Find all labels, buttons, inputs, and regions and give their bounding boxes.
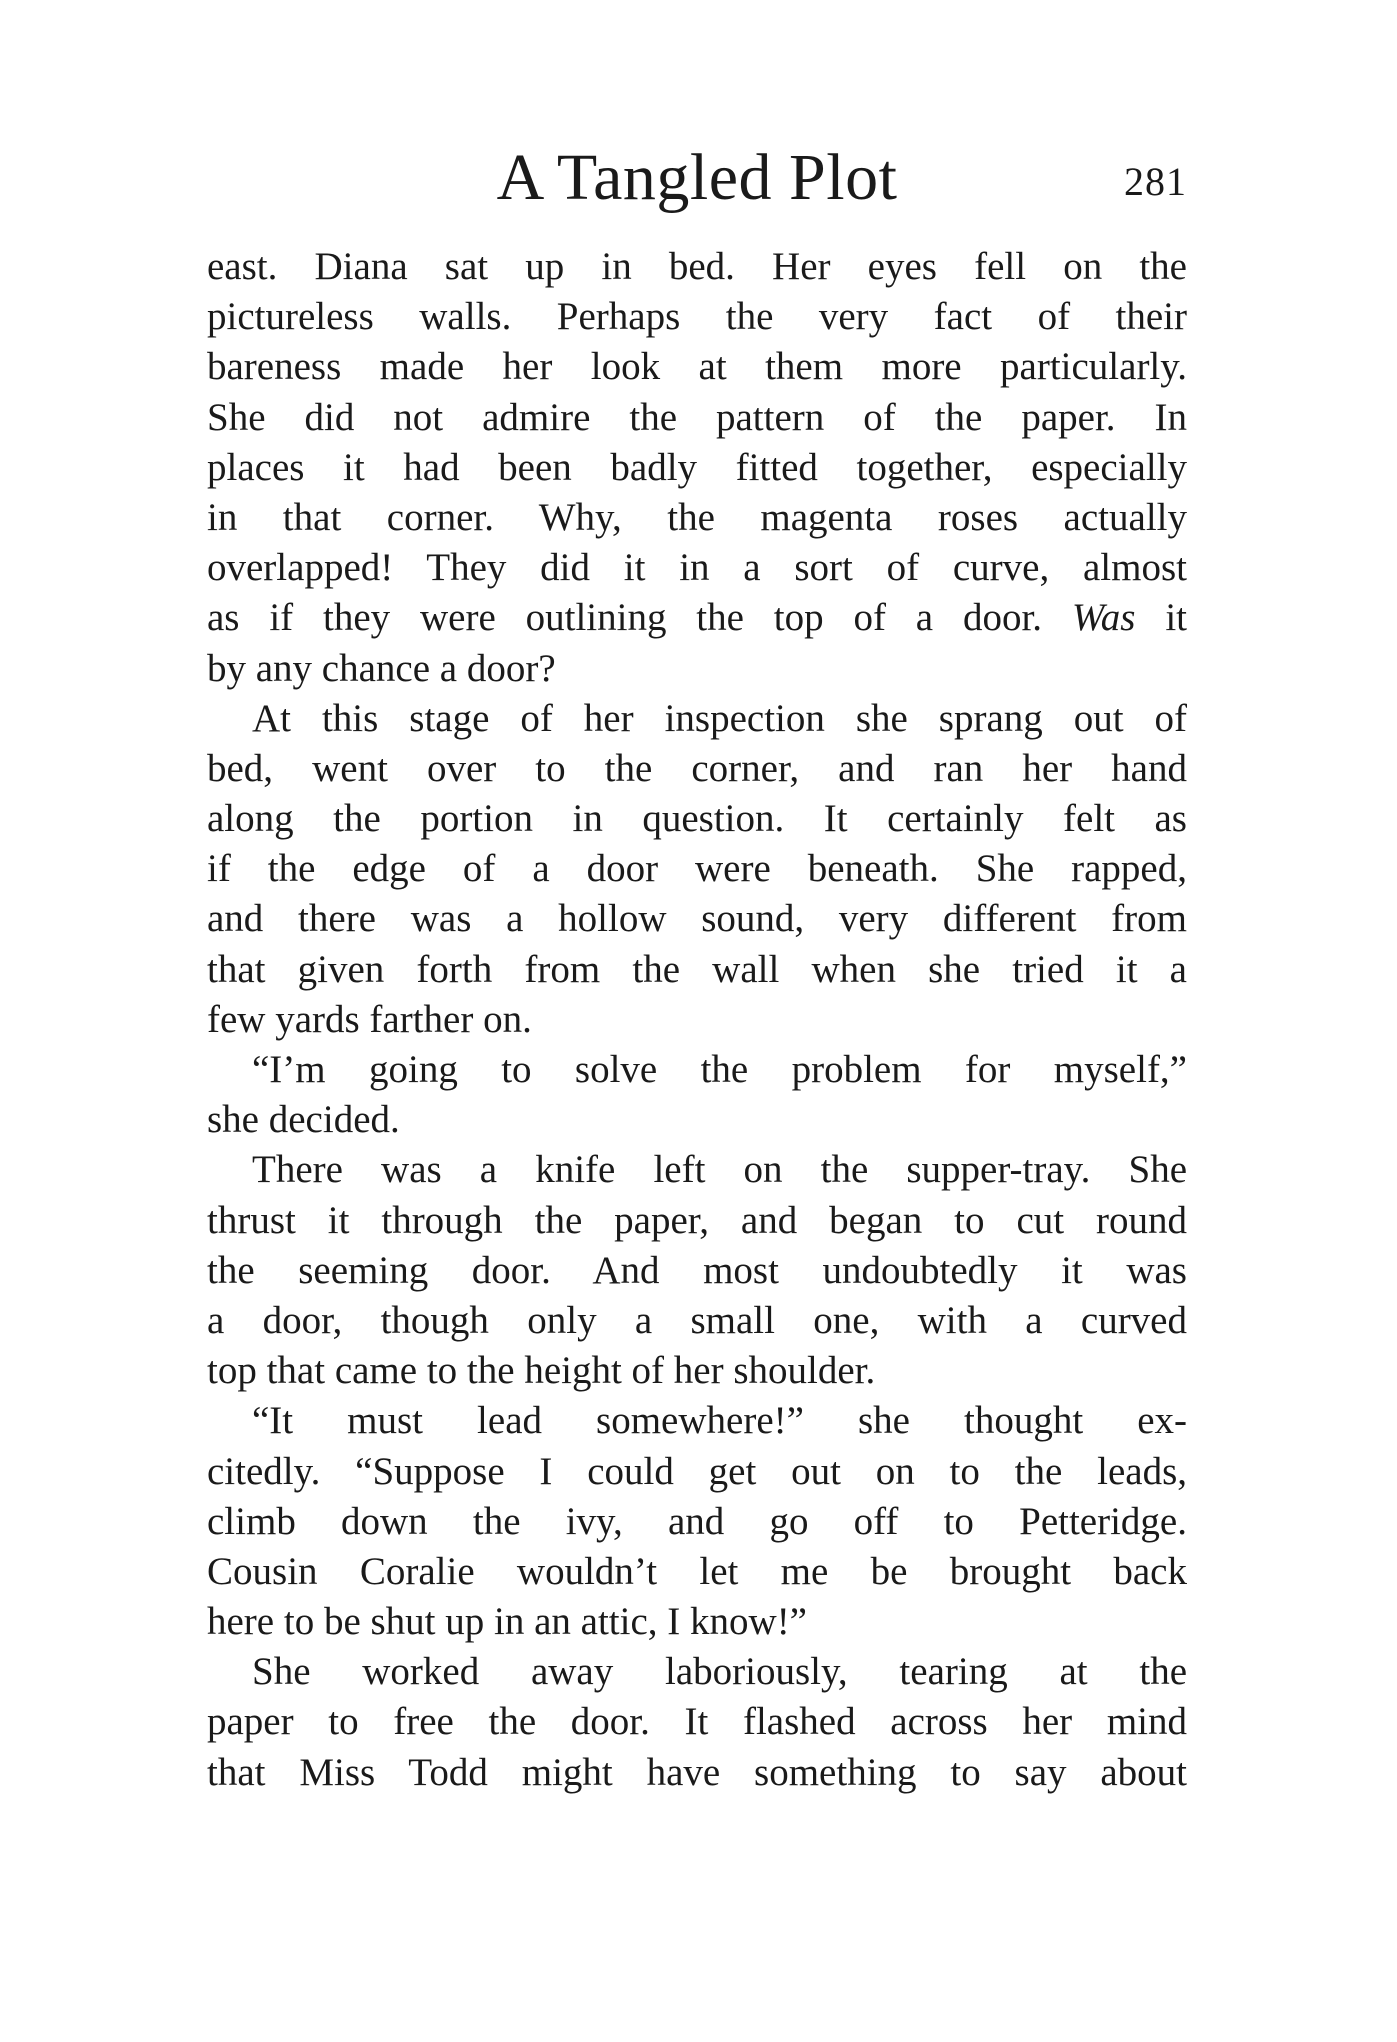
page-number: 281 — [1124, 159, 1187, 204]
text-line: places it had been badly fitted together, especially — [207, 445, 1187, 489]
text-line: that Miss Todd might have something to say about — [207, 1750, 1187, 1794]
text-line: the seeming door. And most undoubtedly it was — [207, 1248, 1187, 1292]
text-line: At this stage of her inspection she sprang out of — [252, 696, 1187, 740]
text-line: bed, went over to the corner, and ran her hand — [207, 746, 1187, 790]
paragraph-2 — [207, 694, 1187, 1045]
text-line: citedly. “Suppose I could get out on to the leads, — [207, 1449, 1187, 1493]
text-line: “I’m going to solve the problem for myself,” — [252, 1048, 1187, 1091]
text-line-with-emphasis — [207, 593, 1187, 643]
text-line: She worked away laboriously, tearing at the — [252, 1650, 1187, 1694]
text-line: that given forth from the wall when she tried it a — [207, 947, 1187, 991]
text-line: “It must lead somewhere!” she thought ex- — [252, 1399, 1187, 1443]
text-segment: it — [1135, 596, 1188, 640]
paragraph-4 — [207, 1145, 1187, 1396]
text-line: here to be shut up in an attic, I know!” — [207, 1600, 807, 1644]
paragraph-3 — [207, 1045, 1187, 1145]
text-line: a door, though only a small one, with a curved — [207, 1298, 1187, 1342]
text-line: if the edge of a door were beneath. She rapped, — [207, 847, 1187, 891]
text-line: thrust it through the paper, and began to cut round — [207, 1198, 1187, 1242]
text-line: east. Diana sat up in bed. Her eyes fell on the — [207, 245, 1187, 288]
text-line: Cousin Coralie wouldn’t let me be brought back — [207, 1549, 1187, 1593]
emphasis-text: Was — [1071, 596, 1136, 640]
text-line: She did not admire the pattern of the paper. In — [207, 395, 1187, 439]
text-line: There was a knife left on the supper-tray. She — [252, 1148, 1187, 1192]
text-line: few yards farther on. — [207, 997, 532, 1041]
body-text — [207, 242, 1187, 1798]
text-line: overlapped! They did it in a sort of curve, almost — [207, 546, 1187, 590]
paragraph-5 — [207, 1396, 1187, 1647]
paragraph-6 — [207, 1647, 1187, 1798]
text-line: along the portion in question. It certainly felt as — [207, 797, 1187, 841]
text-line: top that came to the height of her shoulder. — [207, 1349, 876, 1393]
text-line: pictureless walls. Perhaps the very fact of their — [207, 295, 1187, 339]
text-line: by any chance a door? — [207, 646, 556, 690]
running-head — [207, 138, 1187, 218]
text-line: she decided. — [207, 1098, 400, 1142]
running-title: A Tangled Plot — [496, 141, 898, 214]
paragraph-1 — [207, 242, 1187, 694]
text-line: bareness made her look at them more particularly. — [207, 345, 1187, 389]
text-line: paper to free the door. It flashed across her mind — [207, 1700, 1187, 1744]
text-segment: as if they were outlining the top of a door. — [207, 596, 1072, 640]
text-line: and there was a hollow sound, very different from — [207, 897, 1187, 941]
text-line: climb down the ivy, and go off to Petteridge. — [207, 1499, 1187, 1543]
text-line: in that corner. Why, the magenta roses actually — [207, 495, 1187, 539]
